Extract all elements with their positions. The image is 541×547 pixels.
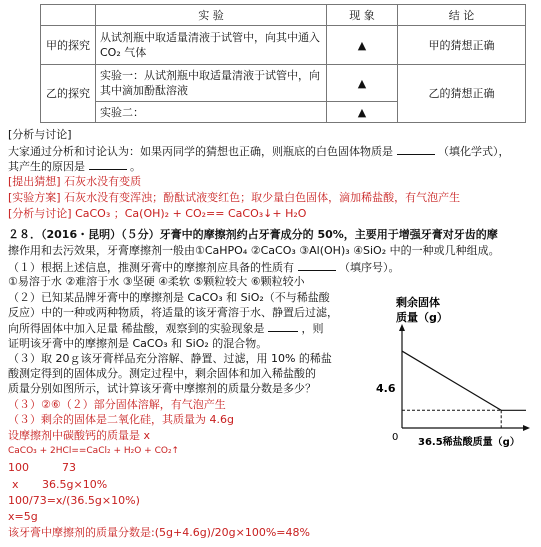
analysis-line-2-text: 其产生的原因是 (8, 160, 85, 173)
question-part-2-line-a: （２）已知某品牌牙膏中的摩擦剂是 CaCO₃ 和 SiO₂（不与稀盐酸 (8, 291, 330, 304)
answer-ratio-bottom-b: 36.5g×10% (42, 478, 108, 491)
header-conclusion: 结 论 (398, 5, 526, 26)
answer-let-x: 设摩擦剂中碳酸钙的质量是 x (8, 429, 151, 442)
question-intro-2: 擦作用和去污效果，牙膏摩擦剂一般由①CaHPO₄ ②CaCO₃ ③Al(OH)₃ ④SiO₂ 中的一种或几种组成。 (8, 244, 500, 257)
graph-x-tick-label: 36.5稀盐酸质量（g） (418, 437, 520, 448)
graph-y-label-1: 剩余固体 (396, 296, 440, 309)
answer-part-1-2: （３）②⑥（２）部分固体溶解，有气泡产生 (8, 398, 226, 411)
analysis-line-2-suffix: 。 (130, 160, 141, 173)
answer-blank-reason[interactable] (89, 159, 127, 170)
header-empty (41, 5, 96, 26)
question-part-1-suffix: （填序号）。 (339, 261, 400, 274)
answer-blank-phenomenon[interactable] (268, 321, 298, 332)
answer-x-value: x=5g (8, 510, 38, 523)
graph-data-line (402, 351, 526, 410)
question-part-1-text: （１）根据上述信息，推测牙膏中的摩擦剂应具备的性质有 (8, 261, 294, 274)
answer-hypothesis: [提出猜想] 石灰水没有变质 (8, 175, 142, 188)
phenomenon-jia: ▲ (327, 26, 398, 65)
answer-ratio-top-a: 100 (8, 461, 29, 474)
graph-x-axis-arrow (523, 425, 530, 431)
analysis-heading: [分析与讨论] (8, 128, 72, 141)
analysis-line-2 (8, 159, 141, 174)
table-row-jia (41, 26, 526, 65)
question-part-2-line-b: 反应）中的一种或两种物质，将适量的该牙膏溶于水、静置后过滤， (8, 306, 338, 319)
question-intro-1: ２８．（2016・昆明）（５分）牙膏中的摩擦剂约占牙膏成分的 50%，主要用于增强牙膏对牙齿的摩 (8, 228, 498, 241)
row-label-yi: 乙的探究 (41, 65, 96, 123)
question-part-2-line-d: 证明该牙膏中的摩擦剂是 CaCO₃ 和 SiO₂ 的混合物。 (8, 337, 268, 350)
question-part-1-options: ①易溶于水 ②难溶于水 ③坚硬 ④柔软 ⑤颗粒较大 ⑥颗粒较小 (8, 275, 305, 288)
table-row-yi-1 (41, 65, 526, 102)
answer-ratio-top-b: 73 (62, 461, 76, 474)
experiment-table (40, 4, 526, 123)
phenomenon-yi-1: ▲ (327, 65, 398, 102)
question-part-3-line-c: 质量分别如图所示，试计算该牙膏中摩擦剂的质量分数是多少？ (8, 382, 316, 395)
analysis-line-1-suffix: （填化学式）， (438, 145, 510, 158)
header-phenomenon: 现 象 (327, 5, 398, 26)
answer-plan: [实验方案] 石灰水没有变浑浊；酚酞试液变红色；取少量白色固体，滴加稀盐酸，有气泡产生 (8, 191, 461, 204)
residual-solid-graph (344, 290, 540, 450)
question-part-1 (8, 260, 400, 275)
graph-y-label-2: 质量（g） (396, 311, 448, 324)
question-part-3-line-a: （３）取 20ｇ该牙膏样品充分溶解、静置、过滤，用 10% 的稀盐 (8, 352, 332, 365)
analysis-line-1-text: 大家通过分析和讨论认为：如果丙同学的猜想也正确，则瓶底的白色固体物质是 (8, 145, 393, 158)
answer-ratio-bottom-a: x (12, 478, 19, 491)
experiment-yi-2: 实验二： (96, 102, 327, 123)
answer-equation: CaCO₃ + 2HCl==CaCl₂ + H₂O + CO₂↑ (8, 446, 180, 456)
experiment-jia: 从试剂瓶中取适量清液于试管中，向其中通入 CO₂ 气体 (96, 26, 327, 65)
answer-blank-formula[interactable] (397, 144, 435, 155)
answer-analysis: [分析与讨论] CaCO₃ ；Ca(OH)₂ + CO₂== CaCO₃↓+ H₂O (8, 207, 307, 220)
phenomenon-yi-2: ▲ (327, 102, 398, 123)
graph-origin-label: 0 (392, 432, 399, 443)
conclusion-yi: 乙的猜想正确 (398, 65, 526, 123)
table-header-row (41, 5, 526, 26)
experiment-yi-1: 实验一：从试剂瓶中取适量清液于试管中，向其中滴加酚酞溶液 (96, 65, 327, 102)
conclusion-jia: 甲的猜想正确 (398, 26, 526, 65)
question-part-2-line-c-suffix: ，则 (301, 322, 324, 335)
question-part-2-line-c-text: 向所得固体中加入足量 稀盐酸，观察到的实验现象是 (8, 322, 265, 335)
graph-y-axis-arrow (399, 324, 405, 331)
row-label-jia: 甲的探究 (41, 26, 96, 65)
graph-y-tick-label: 4.6 (376, 382, 396, 395)
answer-blank-properties[interactable] (298, 260, 336, 271)
answer-part-3: （３）剩余的固体是二氧化硅，其质量为 4.6g (8, 413, 234, 426)
question-part-2-line-c (8, 321, 324, 336)
answer-proportion: 100/73=x/(36.5g×10%) (8, 494, 140, 507)
header-experiment: 实 验 (96, 5, 327, 26)
answer-mass-fraction: 该牙膏中摩擦剂的质量分数是:(5g+4.6g)/20g×100%=48% (8, 526, 310, 539)
analysis-line-1 (8, 144, 510, 159)
question-part-3-line-b: 酸测定得到的固体成分。测定过程中，剩余固体和加入稀盐酸的 (8, 367, 316, 380)
